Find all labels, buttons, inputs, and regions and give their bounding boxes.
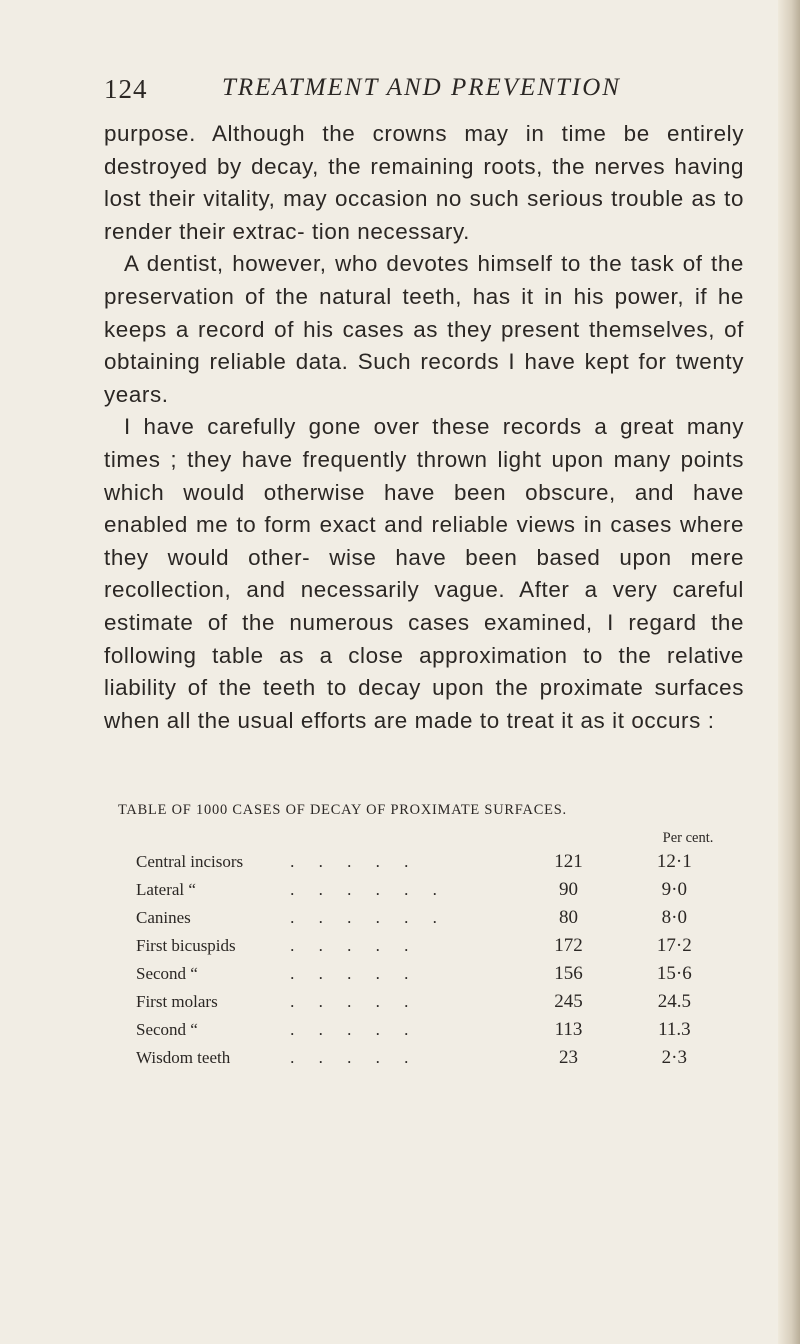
row-percent: 11.3 [658,1019,691,1040]
table-row [136,1016,736,1044]
row-percent: 15·6 [656,963,692,984]
row-label: First molars [136,992,218,1011]
row-percent: 2·3 [661,1047,687,1068]
row-leader-dots: . . . . . [290,1020,419,1039]
row-label: Lateral “ [136,880,196,899]
row-count: 121 [554,851,583,872]
table-row [136,988,736,1016]
row-label: Canines [136,908,191,927]
row-percent: 17·2 [656,935,692,956]
table-row [136,932,736,960]
row-label: Central incisors [136,852,244,871]
body-text [104,118,744,737]
row-percent: 9·0 [661,879,687,900]
decay-table [136,848,736,1072]
row-leader-dots: . . . . . [290,936,419,955]
percent-header: Per cent. [662,830,714,846]
row-count: 23 [559,1047,579,1068]
row-leader-dots: . . . . . [290,992,419,1011]
row-count: 80 [559,907,579,928]
page-number: 124 [104,74,148,104]
row-count: 172 [554,935,583,956]
row-percent: 12·1 [656,851,692,872]
row-leader-dots: . . . . . [290,852,419,871]
row-leader-dots: . . . . . [290,1048,419,1067]
row-leader-dots: . . . . . [290,964,419,983]
paragraph-1: purpose. Although the crowns may in time be entirely destroyed by decay, the remaining roots, the nerves having lost their vitality, may occasion no such serious trouble as to render their extrac- tion necessary. [104,121,744,244]
row-leader-dots: . . . . . . [290,880,447,899]
page-edge-shadow [778,0,800,1344]
row-leader-dots: . . . . . . [290,908,447,927]
row-label: Wisdom teeth [136,1048,231,1067]
paragraph-2: A dentist, however, who devotes himself to the task of the preservation of the natural teeth, has it in his power, if he keeps a record of his cases as they present themselves, of obtaining reliable data. Such records I have kept for twenty years. [104,251,744,407]
table-row [136,876,736,904]
row-percent: 24.5 [657,991,691,1012]
row-percent: 8·0 [661,907,687,928]
row-label: First bicuspids [136,936,236,955]
row-count: 245 [554,991,583,1012]
row-label: Second “ [136,964,198,983]
table-row [136,1044,736,1072]
row-count: 156 [554,963,583,984]
paragraph-3: I have carefully gone over these records a great many times ; they have frequently thrown light upon many points which would otherwise have been obscure, and have enabled me to form exact and reliable views in cases where they would other- wise have been based upon mere recollection, and necessarily vague. After a very careful estimate of the numerous cases examined, I regard the following table as a close approximation to the relative liability of the teeth to decay upon the proximate surfaces when all the usual efforts are made to treat it as it occurs : [104,414,744,733]
row-count: 90 [559,879,579,900]
row-label: Second “ [136,1020,198,1039]
table-row [136,848,736,876]
table-row [136,904,736,932]
header-title: TREATMENT AND PREVENTION [222,74,621,101]
table-title: TABLE OF 1000 CASES OF DECAY OF PROXIMATE SURFACES. [118,802,567,818]
table-row [136,960,736,988]
running-head [104,66,744,110]
row-count: 113 [554,1019,583,1040]
